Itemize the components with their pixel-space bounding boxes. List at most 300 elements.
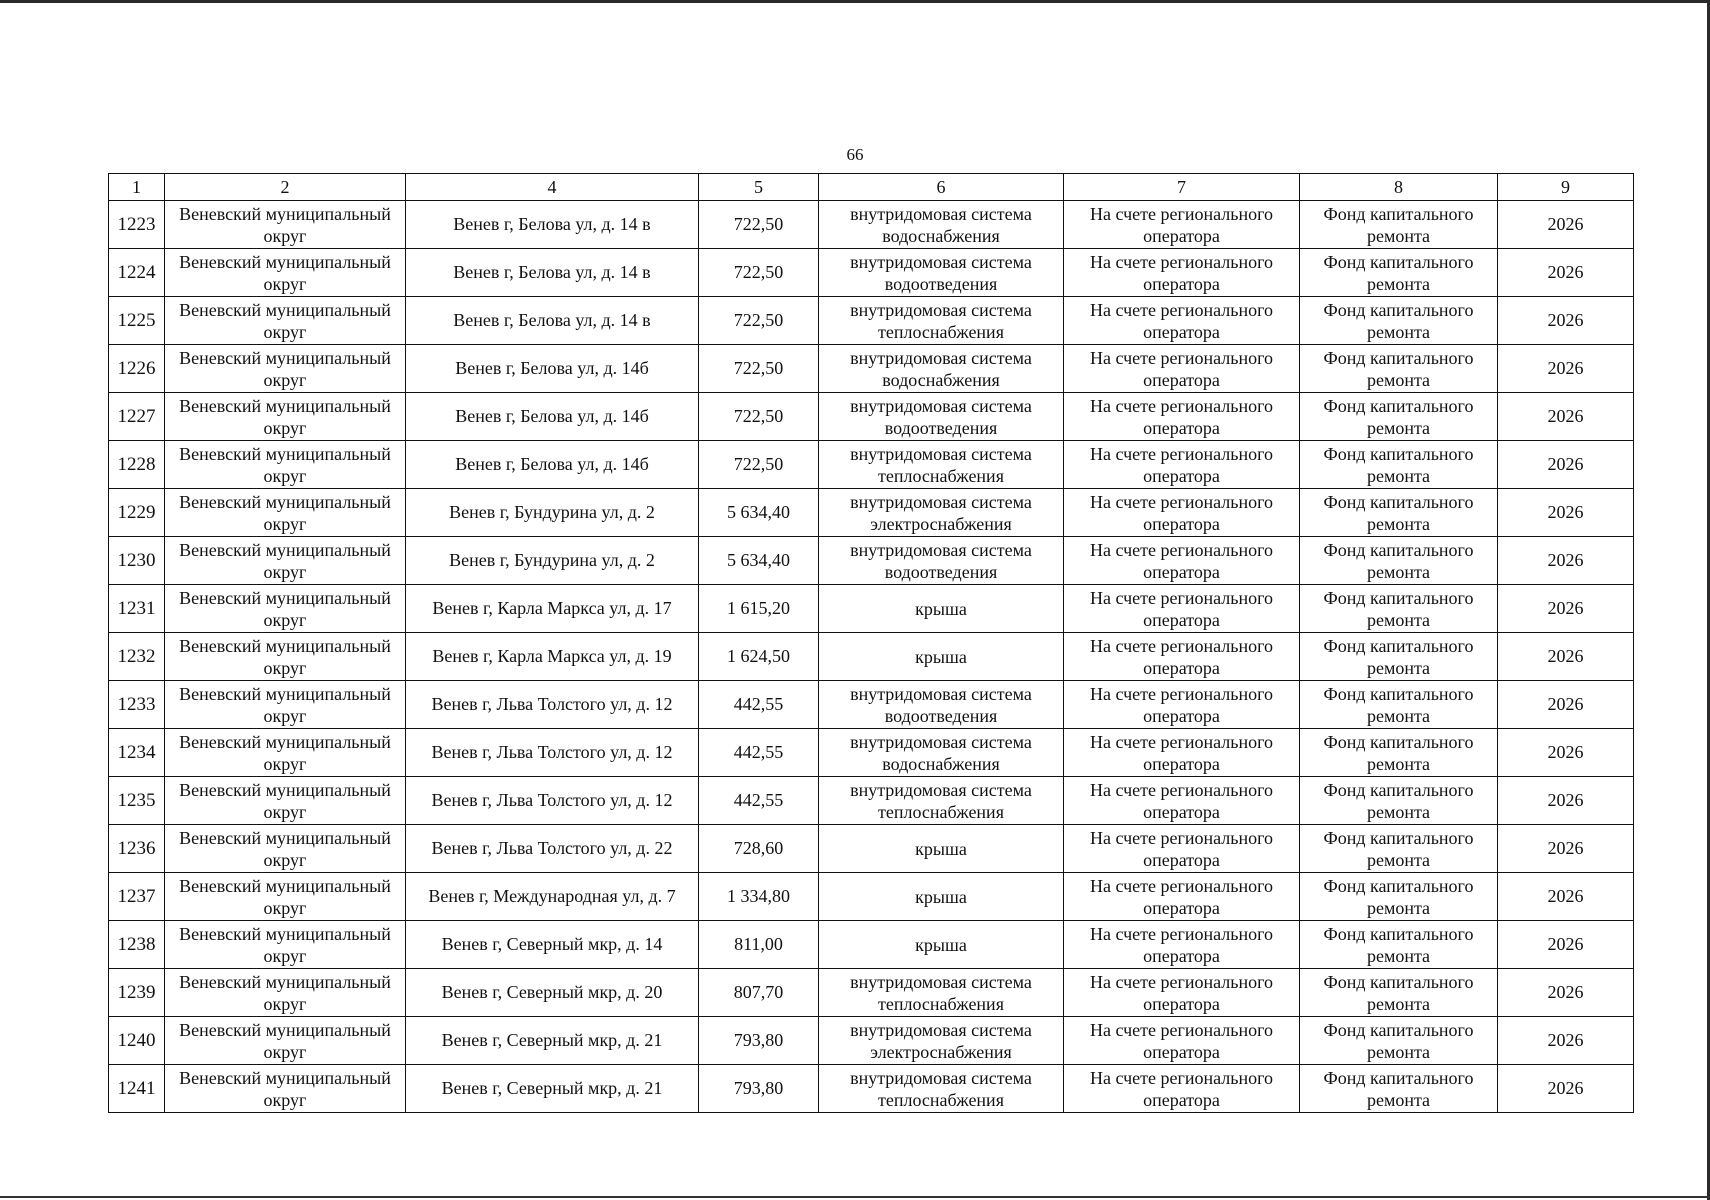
cell-work-type: [819, 921, 1064, 969]
cell-fund-account: [1064, 825, 1300, 873]
cell-row-number: [109, 969, 165, 1017]
cell-area-text: 5 634,40: [727, 502, 790, 522]
cell-funding-source: [1300, 729, 1498, 777]
cell-fund-account: [1064, 873, 1300, 921]
column-header: 1: [109, 174, 165, 201]
cell-work-type: [819, 201, 1064, 249]
cell-row-number-text: 1223: [117, 214, 156, 235]
cell-year: [1498, 729, 1634, 777]
cell-funding-source-text: Фонд капитального ремонта: [1323, 203, 1474, 246]
cell-work-type: [819, 681, 1064, 729]
cell-municipality: [165, 633, 406, 681]
cell-area: [699, 489, 819, 537]
cell-row-number-text: 1230: [117, 550, 156, 571]
cell-municipality-text: Веневский муниципальный округ: [179, 539, 391, 582]
cell-municipality-text: Веневский муниципальный округ: [179, 299, 391, 342]
cell-row-number: [109, 393, 165, 441]
cell-work-type-text: внутридомовая система теплоснабжения: [850, 443, 1032, 486]
cell-funding-source-text: Фонд капитального ремонта: [1323, 971, 1474, 1014]
cell-address-text: Венев г, Белова ул, д. 14б: [455, 454, 649, 474]
cell-row-number: [109, 345, 165, 393]
cell-fund-account-text: На счете регионального оператора: [1089, 971, 1274, 1014]
cell-area-text: 793,80: [733, 1078, 784, 1098]
table-row: [109, 585, 1634, 633]
table-row: [109, 201, 1634, 249]
cell-funding-source-text: Фонд капитального ремонта: [1323, 299, 1474, 342]
cell-address: [406, 201, 699, 249]
cell-municipality: [165, 441, 406, 489]
cell-funding-source-text: Фонд капитального ремонта: [1323, 683, 1474, 726]
cell-address: [406, 249, 699, 297]
cell-address-text: Венев г, Белова ул, д. 14 в: [453, 310, 651, 330]
cell-year: [1498, 345, 1634, 393]
cell-area: [699, 441, 819, 489]
cell-funding-source-text: Фонд капитального ремонта: [1323, 539, 1474, 582]
cell-address: [406, 729, 699, 777]
cell-funding-source: [1300, 873, 1498, 921]
scan-border-top: [0, 0, 1710, 3]
cell-municipality: [165, 873, 406, 921]
cell-work-type: [819, 1065, 1064, 1113]
cell-year: [1498, 393, 1634, 441]
cell-funding-source-text: Фонд капитального ремонта: [1323, 875, 1474, 918]
cell-fund-account: [1064, 729, 1300, 777]
cell-fund-account: [1064, 489, 1300, 537]
cell-year-text: 2026: [1547, 214, 1584, 234]
column-header: 8: [1300, 174, 1498, 201]
cell-fund-account-text: На счете регионального оператора: [1089, 683, 1274, 726]
column-header: 2: [165, 174, 406, 201]
cell-work-type-text: внутридомовая система теплоснабжения: [850, 779, 1032, 822]
cell-year-text: 2026: [1547, 886, 1584, 906]
column-header: 9: [1498, 174, 1634, 201]
cell-municipality-text: Веневский муниципальный округ: [179, 827, 391, 870]
cell-municipality-text: Веневский муниципальный округ: [179, 683, 391, 726]
cell-row-number: [109, 537, 165, 585]
cell-work-type: [819, 825, 1064, 873]
cell-address-text: Венев г, Бундурина ул, д. 2: [449, 550, 655, 570]
cell-area: [699, 681, 819, 729]
table-row: [109, 969, 1634, 1017]
cell-work-type-text: внутридомовая система водоснабжения: [850, 731, 1032, 774]
cell-municipality: [165, 585, 406, 633]
cell-area: [699, 1017, 819, 1065]
cell-row-number-text: 1241: [117, 1078, 156, 1099]
cell-work-type-text: внутридомовая система электроснабжения: [850, 1019, 1032, 1062]
cell-fund-account-text: На счете регионального оператора: [1089, 923, 1274, 966]
cell-funding-source-text: Фонд капитального ремонта: [1323, 1067, 1474, 1110]
column-header: 4: [406, 174, 699, 201]
cell-funding-source-text: Фонд капитального ремонта: [1323, 779, 1474, 822]
cell-address-text: Венев г, Белова ул, д. 14 в: [453, 262, 651, 282]
cell-fund-account: [1064, 1065, 1300, 1113]
cell-municipality-text: Веневский муниципальный округ: [179, 587, 391, 630]
cell-work-type-text: внутридомовая система водоотведения: [850, 683, 1032, 726]
cell-year-text: 2026: [1547, 934, 1584, 954]
cell-work-type: [819, 249, 1064, 297]
cell-year: [1498, 1017, 1634, 1065]
cell-municipality: [165, 969, 406, 1017]
cell-year: [1498, 633, 1634, 681]
cell-row-number-text: 1238: [117, 934, 156, 955]
cell-area: [699, 393, 819, 441]
cell-funding-source: [1300, 345, 1498, 393]
cell-area-text: 722,50: [733, 214, 784, 234]
cell-municipality: [165, 489, 406, 537]
cell-year: [1498, 201, 1634, 249]
cell-year-text: 2026: [1547, 982, 1584, 1002]
cell-area: [699, 969, 819, 1017]
cell-fund-account: [1064, 777, 1300, 825]
cell-funding-source-text: Фонд капитального ремонта: [1323, 635, 1474, 678]
cell-address-text: Венев г, Белова ул, д. 14 в: [453, 214, 651, 234]
cell-year: [1498, 297, 1634, 345]
cell-year-text: 2026: [1547, 790, 1584, 810]
cell-funding-source: [1300, 393, 1498, 441]
cell-fund-account-text: На счете регионального оператора: [1089, 587, 1274, 630]
cell-work-type-text: внутридомовая система теплоснабжения: [850, 971, 1032, 1014]
cell-work-type-text: крыша: [915, 598, 967, 619]
cell-area: [699, 633, 819, 681]
cell-address-text: Венев г, Бундурина ул, д. 2: [449, 502, 655, 522]
cell-address-text: Венев г, Международная ул, д. 7: [428, 886, 676, 906]
cell-row-number-text: 1234: [117, 742, 156, 763]
cell-address: [406, 921, 699, 969]
cell-year: [1498, 969, 1634, 1017]
cell-work-type: [819, 729, 1064, 777]
table-row: [109, 441, 1634, 489]
cell-work-type-text: внутридомовая система водоотведения: [850, 251, 1032, 294]
cell-work-type: [819, 297, 1064, 345]
table-row: [109, 921, 1634, 969]
table-row: [109, 393, 1634, 441]
cell-year: [1498, 681, 1634, 729]
cell-area-text: 5 634,40: [727, 550, 790, 570]
cell-fund-account-text: На счете регионального оператора: [1089, 1067, 1274, 1110]
cell-municipality-text: Веневский муниципальный округ: [179, 443, 391, 486]
table-body: [109, 201, 1634, 1113]
cell-work-type: [819, 489, 1064, 537]
cell-fund-account-text: На счете регионального оператора: [1089, 1019, 1274, 1062]
cell-row-number: [109, 585, 165, 633]
table-row: [109, 345, 1634, 393]
page-number: 66: [846, 145, 864, 164]
cell-funding-source-text: Фонд капитального ремонта: [1323, 443, 1474, 486]
cell-municipality: [165, 537, 406, 585]
cell-work-type: [819, 345, 1064, 393]
cell-address: [406, 825, 699, 873]
cell-row-number: [109, 729, 165, 777]
cell-row-number: [109, 1017, 165, 1065]
cell-row-number: [109, 825, 165, 873]
cell-address: [406, 1065, 699, 1113]
cell-work-type: [819, 393, 1064, 441]
cell-fund-account: [1064, 633, 1300, 681]
cell-address: [406, 873, 699, 921]
cell-work-type-text: крыша: [915, 934, 967, 955]
cell-row-number: [109, 1065, 165, 1113]
cell-fund-account: [1064, 201, 1300, 249]
cell-area-text: 811,00: [734, 934, 783, 954]
cell-work-type-text: внутридомовая система водоснабжения: [850, 347, 1032, 390]
cell-row-number-text: 1233: [117, 694, 156, 715]
cell-work-type-text: крыша: [915, 886, 967, 907]
cell-municipality: [165, 393, 406, 441]
column-header: 5: [699, 174, 819, 201]
cell-funding-source-text: Фонд капитального ремонта: [1323, 731, 1474, 774]
cell-address-text: Венев г, Северный мкр, д. 21: [441, 1030, 663, 1050]
cell-fund-account: [1064, 969, 1300, 1017]
cell-year: [1498, 249, 1634, 297]
cell-row-number-text: 1224: [117, 262, 156, 283]
cell-fund-account: [1064, 681, 1300, 729]
cell-work-type: [819, 969, 1064, 1017]
cell-fund-account-text: На счете регионального оператора: [1089, 443, 1274, 486]
table-row: [109, 297, 1634, 345]
cell-funding-source: [1300, 1017, 1498, 1065]
cell-row-number-text: 1237: [117, 886, 156, 907]
cell-funding-source-text: Фонд капитального ремонта: [1323, 251, 1474, 294]
cell-funding-source-text: Фонд капитального ремонта: [1323, 923, 1474, 966]
cell-address-text: Венев г, Карла Маркса ул, д. 19: [432, 646, 672, 666]
table-row: [109, 537, 1634, 585]
cell-year-text: 2026: [1547, 598, 1584, 618]
cell-fund-account-text: На счете регионального оператора: [1089, 635, 1274, 678]
cell-row-number: [109, 873, 165, 921]
cell-address-text: Венев г, Северный мкр, д. 21: [441, 1078, 663, 1098]
cell-municipality: [165, 729, 406, 777]
cell-fund-account-text: На счете регионального оператора: [1089, 827, 1274, 870]
cell-funding-source: [1300, 585, 1498, 633]
cell-municipality-text: Веневский муниципальный округ: [179, 491, 391, 534]
cell-row-number-text: 1227: [117, 406, 156, 427]
cell-address: [406, 681, 699, 729]
cell-funding-source-text: Фонд капитального ремонта: [1323, 1019, 1474, 1062]
column-header: 6: [819, 174, 1064, 201]
cell-year: [1498, 489, 1634, 537]
cell-fund-account-text: На счете регионального оператора: [1089, 875, 1274, 918]
cell-work-type-text: внутридомовая система водоотведения: [850, 395, 1032, 438]
cell-row-number-text: 1229: [117, 502, 156, 523]
cell-year-text: 2026: [1547, 262, 1584, 282]
cell-fund-account: [1064, 249, 1300, 297]
cell-area-text: 1 624,50: [727, 646, 790, 666]
cell-address-text: Венев г, Льва Толстого ул, д. 12: [431, 742, 673, 762]
cell-work-type: [819, 1017, 1064, 1065]
cell-area: [699, 201, 819, 249]
cell-funding-source: [1300, 825, 1498, 873]
cell-row-number-text: 1232: [117, 646, 156, 667]
cell-year: [1498, 873, 1634, 921]
cell-row-number: [109, 249, 165, 297]
cell-area-text: 722,50: [733, 358, 784, 378]
cell-municipality-text: Веневский муниципальный округ: [179, 923, 391, 966]
cell-municipality-text: Веневский муниципальный округ: [179, 1067, 391, 1110]
cell-area-text: 442,55: [733, 742, 784, 762]
header-row: [109, 174, 1634, 201]
cell-work-type-text: крыша: [915, 646, 967, 667]
cell-area-text: 722,50: [733, 406, 784, 426]
cell-municipality-text: Веневский муниципальный округ: [179, 779, 391, 822]
cell-fund-account: [1064, 921, 1300, 969]
cell-area-text: 1 615,20: [727, 598, 790, 618]
cell-area: [699, 345, 819, 393]
cell-funding-source: [1300, 297, 1498, 345]
cell-work-type: [819, 537, 1064, 585]
cell-address-text: Венев г, Льва Толстого ул, д. 22: [431, 838, 673, 858]
cell-address-text: Венев г, Белова ул, д. 14б: [455, 406, 649, 426]
cell-funding-source-text: Фонд капитального ремонта: [1323, 491, 1474, 534]
cell-row-number-text: 1235: [117, 790, 156, 811]
cell-year: [1498, 825, 1634, 873]
cell-row-number: [109, 441, 165, 489]
cell-year: [1498, 441, 1634, 489]
cell-work-type-text: внутридомовая система водоснабжения: [850, 203, 1032, 246]
cell-area: [699, 1065, 819, 1113]
cell-address: [406, 441, 699, 489]
cell-fund-account-text: На счете регионального оператора: [1089, 395, 1274, 438]
cell-municipality: [165, 249, 406, 297]
cell-work-type: [819, 873, 1064, 921]
cell-area: [699, 873, 819, 921]
cell-year: [1498, 921, 1634, 969]
cell-row-number-text: 1226: [117, 358, 156, 379]
cell-work-type-text: внутридомовая система водоотведения: [850, 539, 1032, 582]
cell-funding-source-text: Фонд капитального ремонта: [1323, 827, 1474, 870]
cell-year-text: 2026: [1547, 310, 1584, 330]
scan-border-bottom: [0, 1196, 1710, 1198]
table-row: [109, 681, 1634, 729]
cell-municipality: [165, 201, 406, 249]
cell-row-number: [109, 681, 165, 729]
cell-funding-source: [1300, 1065, 1498, 1113]
cell-year: [1498, 777, 1634, 825]
repair-program-table: [108, 173, 1634, 1113]
cell-area: [699, 921, 819, 969]
cell-funding-source: [1300, 537, 1498, 585]
cell-fund-account-text: На счете регионального оператора: [1089, 779, 1274, 822]
cell-address-text: Венев г, Северный мкр, д. 14: [441, 934, 663, 954]
cell-municipality-text: Веневский муниципальный округ: [179, 347, 391, 390]
cell-address: [406, 345, 699, 393]
cell-year-text: 2026: [1547, 454, 1584, 474]
cell-year-text: 2026: [1547, 646, 1584, 666]
cell-fund-account: [1064, 441, 1300, 489]
cell-address-text: Венев г, Белова ул, д. 14б: [455, 358, 649, 378]
cell-funding-source-text: Фонд капитального ремонта: [1323, 395, 1474, 438]
cell-row-number-text: 1236: [117, 838, 156, 859]
cell-work-type-text: крыша: [915, 838, 967, 859]
cell-address-text: Венев г, Карла Маркса ул, д. 17: [432, 598, 672, 618]
cell-fund-account-text: На счете регионального оператора: [1089, 347, 1274, 390]
cell-municipality-text: Веневский муниципальный округ: [179, 203, 391, 246]
cell-address: [406, 1017, 699, 1065]
cell-year: [1498, 585, 1634, 633]
cell-funding-source: [1300, 441, 1498, 489]
cell-row-number: [109, 297, 165, 345]
cell-area-text: 722,50: [733, 454, 784, 474]
table-row: [109, 729, 1634, 777]
cell-area: [699, 729, 819, 777]
table-row: [109, 489, 1634, 537]
cell-municipality-text: Веневский муниципальный округ: [179, 635, 391, 678]
cell-address-text: Венев г, Льва Толстого ул, д. 12: [431, 790, 673, 810]
cell-work-type: [819, 777, 1064, 825]
cell-municipality: [165, 825, 406, 873]
cell-municipality: [165, 297, 406, 345]
table-row: [109, 1065, 1634, 1113]
cell-area-text: 793,80: [733, 1030, 784, 1050]
table-row: [109, 633, 1634, 681]
cell-fund-account-text: На счете регионального оператора: [1089, 299, 1274, 342]
cell-funding-source-text: Фонд капитального ремонта: [1323, 347, 1474, 390]
cell-funding-source: [1300, 201, 1498, 249]
cell-row-number: [109, 777, 165, 825]
cell-fund-account-text: На счете регионального оператора: [1089, 539, 1274, 582]
cell-municipality-text: Веневский муниципальный округ: [179, 395, 391, 438]
cell-year-text: 2026: [1547, 694, 1584, 714]
cell-area-text: 442,55: [733, 790, 784, 810]
cell-address-text: Венев г, Северный мкр, д. 20: [441, 982, 663, 1002]
cell-fund-account-text: На счете регионального оператора: [1089, 491, 1274, 534]
column-header: 7: [1064, 174, 1300, 201]
cell-year-text: 2026: [1547, 358, 1584, 378]
cell-municipality-text: Веневский муниципальный округ: [179, 971, 391, 1014]
cell-row-number: [109, 921, 165, 969]
cell-year-text: 2026: [1547, 1030, 1584, 1050]
cell-area-text: 728,60: [733, 838, 784, 858]
cell-area-text: 722,50: [733, 262, 784, 282]
cell-funding-source: [1300, 969, 1498, 1017]
cell-funding-source: [1300, 489, 1498, 537]
table-row: [109, 825, 1634, 873]
cell-year-text: 2026: [1547, 742, 1584, 762]
table-row: [109, 777, 1634, 825]
cell-row-number: [109, 201, 165, 249]
cell-area: [699, 585, 819, 633]
cell-row-number-text: 1240: [117, 1030, 156, 1051]
cell-municipality-text: Веневский муниципальный округ: [179, 875, 391, 918]
cell-address: [406, 297, 699, 345]
cell-municipality: [165, 921, 406, 969]
cell-row-number: [109, 489, 165, 537]
cell-fund-account: [1064, 585, 1300, 633]
cell-municipality-text: Веневский муниципальный округ: [179, 251, 391, 294]
cell-fund-account-text: На счете регионального оператора: [1089, 731, 1274, 774]
cell-year: [1498, 537, 1634, 585]
cell-year-text: 2026: [1547, 550, 1584, 570]
cell-year-text: 2026: [1547, 1078, 1584, 1098]
cell-municipality: [165, 1017, 406, 1065]
cell-area: [699, 297, 819, 345]
cell-funding-source: [1300, 681, 1498, 729]
cell-row-number: [109, 633, 165, 681]
cell-municipality: [165, 1065, 406, 1113]
cell-area-text: 1 334,80: [727, 886, 790, 906]
cell-municipality: [165, 777, 406, 825]
cell-fund-account-text: На счете регионального оператора: [1089, 251, 1274, 294]
cell-municipality-text: Веневский муниципальный округ: [179, 731, 391, 774]
cell-funding-source: [1300, 777, 1498, 825]
cell-row-number-text: 1225: [117, 310, 156, 331]
cell-year-text: 2026: [1547, 406, 1584, 426]
cell-address: [406, 537, 699, 585]
cell-work-type-text: внутридомовая система теплоснабжения: [850, 1067, 1032, 1110]
cell-funding-source-text: Фонд капитального ремонта: [1323, 587, 1474, 630]
table-row: [109, 1017, 1634, 1065]
cell-row-number-text: 1228: [117, 454, 156, 475]
cell-address-text: Венев г, Льва Толстого ул, д. 12: [431, 694, 673, 714]
